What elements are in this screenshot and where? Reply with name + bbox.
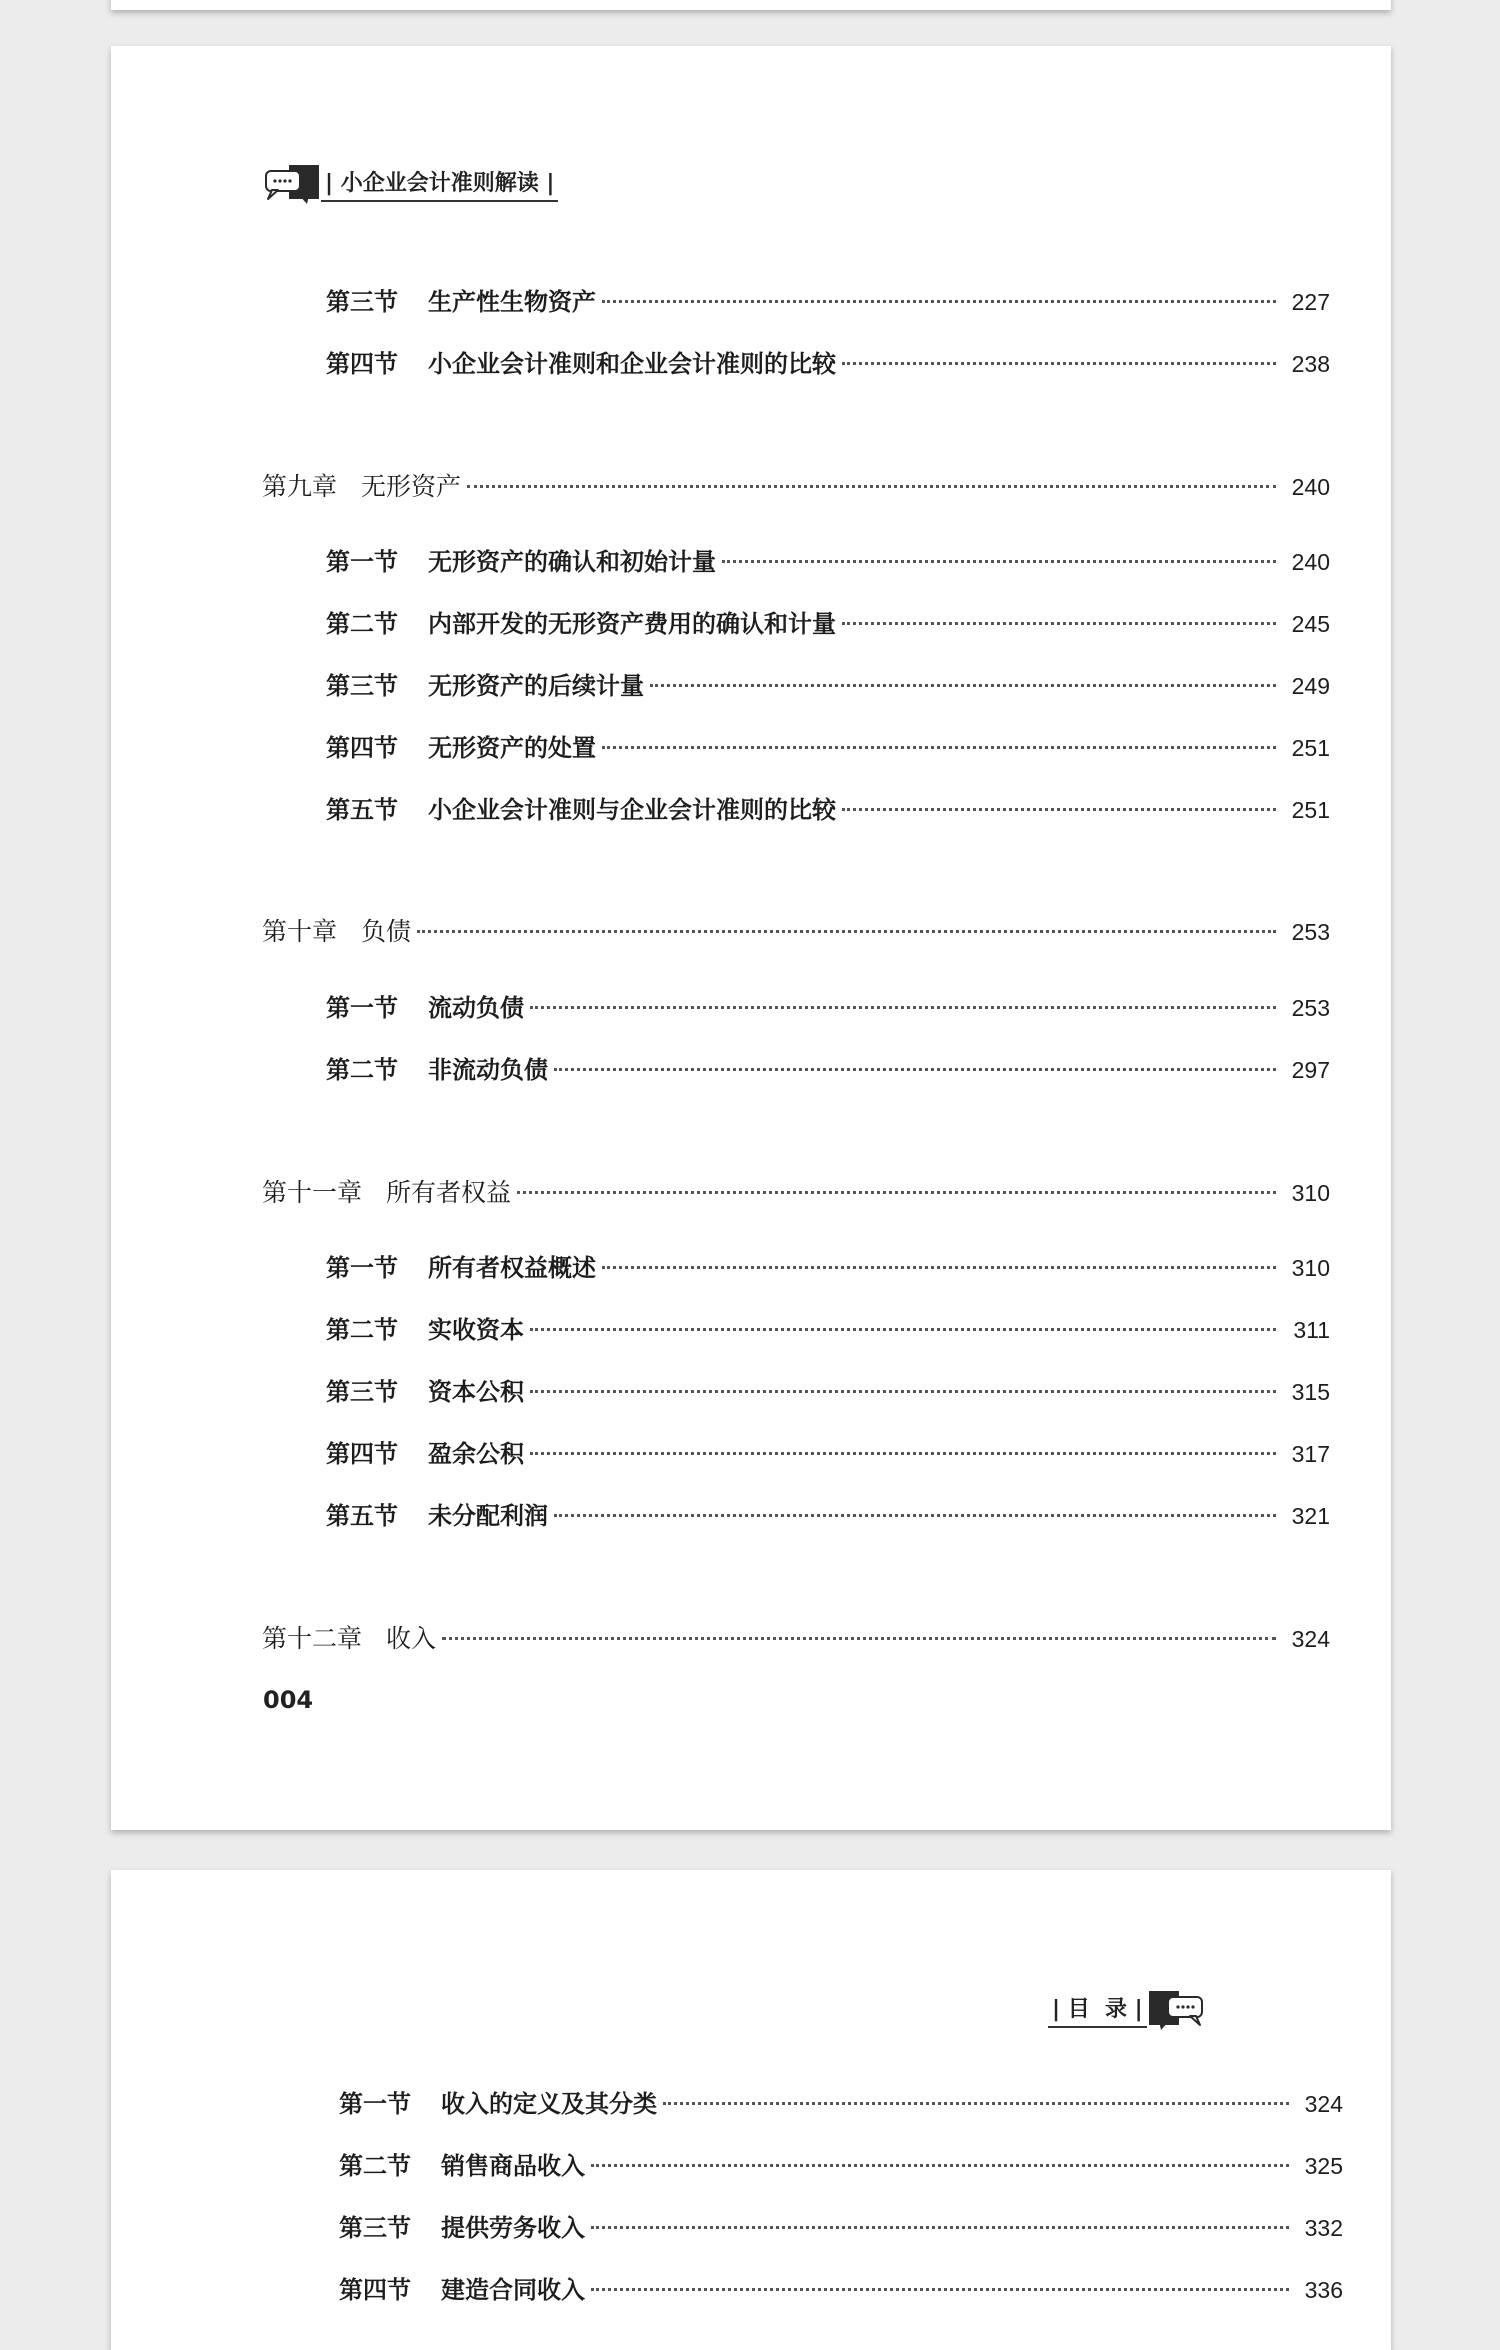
toc-page-004 [111, 46, 1391, 1830]
toc-section-row [339, 2146, 1343, 2186]
section-number: 第三节 [339, 2213, 411, 2242]
page-reference: 251 [1291, 735, 1330, 761]
section-title: 内部开发的无形资产费用的确认和计量 [428, 609, 836, 638]
section-title: 提供劳务收入 [441, 2213, 585, 2242]
section-number: 第一节 [326, 1253, 398, 1282]
page-reference: 317 [1291, 1441, 1330, 1467]
running-header-title: | 目 录 | [1048, 1992, 1147, 2028]
page-reference: 249 [1291, 673, 1330, 699]
section-number: 第三节 [326, 287, 398, 316]
page-reference: 332 [1304, 2215, 1343, 2241]
toc-section-row [339, 2208, 1343, 2248]
dot-leader [591, 2226, 1289, 2229]
page-reference: 325 [1304, 2153, 1343, 2179]
toc-section-row [339, 2270, 1343, 2310]
chapter-title: 负债 [361, 917, 412, 946]
page-reference: 240 [1291, 549, 1330, 575]
toc-section-row [339, 2084, 1343, 2124]
section-title: 小企业会计准则与企业会计准则的比较 [428, 795, 836, 824]
section-number: 第四节 [326, 1439, 398, 1468]
toc-section-row [326, 282, 1330, 322]
dot-leader [417, 930, 1276, 933]
section-title: 无形资产的确认和初始计量 [428, 547, 716, 576]
page-reference: 324 [1304, 2091, 1343, 2117]
section-title: 小企业会计准则和企业会计准则的比较 [428, 349, 836, 378]
section-title: 生产性生物资产 [428, 287, 596, 316]
page-reference: 324 [1291, 1626, 1330, 1652]
speech-bubble-icon [1147, 1989, 1205, 2031]
toc-page-next [111, 1870, 1391, 2350]
page-reference: 245 [1291, 611, 1330, 637]
dot-leader [591, 2288, 1289, 2291]
dot-leader [530, 1328, 1276, 1331]
page-reference: 253 [1291, 919, 1330, 945]
page-reference: 240 [1291, 474, 1330, 500]
toc-section-row [326, 604, 1330, 644]
section-number: 第一节 [339, 2089, 411, 2118]
section-title: 销售商品收入 [441, 2151, 585, 2180]
toc-chapter-row [262, 1173, 1330, 1213]
section-title: 盈余公积 [428, 1439, 524, 1468]
section-number: 第三节 [326, 1377, 398, 1406]
dot-leader [467, 485, 1276, 488]
previous-page-edge [111, 0, 1391, 10]
toc-section-row [326, 542, 1330, 582]
toc-section-row [326, 1248, 1330, 1288]
dot-leader [554, 1514, 1276, 1517]
chapter-number: 第十一章 [262, 1178, 363, 1207]
section-title: 无形资产的后续计量 [428, 671, 644, 700]
section-number: 第四节 [326, 733, 398, 762]
dot-leader [842, 362, 1276, 365]
dot-leader [842, 808, 1276, 811]
section-title: 实收资本 [428, 1315, 524, 1344]
chapter-title: 无形资产 [361, 472, 462, 501]
page-reference: 227 [1291, 289, 1330, 315]
toc-chapter-row [262, 1619, 1330, 1659]
dot-leader [442, 1637, 1276, 1640]
toc-section-row [326, 1050, 1330, 1090]
toc-section-row [326, 1496, 1330, 1536]
dot-leader [554, 1068, 1276, 1071]
dot-leader [663, 2102, 1289, 2105]
toc-section-row [326, 1310, 1330, 1350]
page-reference: 297 [1291, 1057, 1330, 1083]
page-reference: 315 [1291, 1379, 1330, 1405]
page-reference: 336 [1304, 2277, 1343, 2303]
section-number: 第二节 [339, 2151, 411, 2180]
toc-section-row [326, 666, 1330, 706]
section-number: 第一节 [326, 547, 398, 576]
section-number: 第二节 [326, 1315, 398, 1344]
toc-chapter-row [262, 467, 1330, 507]
page-reference: 310 [1291, 1180, 1330, 1206]
section-title: 收入的定义及其分类 [441, 2089, 657, 2118]
dot-leader [842, 622, 1276, 625]
section-title: 未分配利润 [428, 1501, 548, 1530]
chapter-title: 收入 [386, 1624, 437, 1653]
running-header [1048, 1989, 1205, 2031]
section-number: 第四节 [326, 349, 398, 378]
running-header-title: | 小企业会计准则解读 | [321, 166, 558, 202]
page-reference: 251 [1291, 797, 1330, 823]
toc-section-row [326, 1372, 1330, 1412]
chapter-number: 第十章 [262, 917, 338, 946]
section-title: 资本公积 [428, 1377, 524, 1406]
section-title: 所有者权益概述 [428, 1253, 596, 1282]
dot-leader [602, 300, 1276, 303]
toc-section-row [326, 344, 1330, 384]
dot-leader [517, 1191, 1276, 1194]
page-number: 004 [263, 1686, 314, 1714]
section-title: 流动负债 [428, 993, 524, 1022]
dot-leader [530, 1452, 1276, 1455]
dot-leader [591, 2164, 1289, 2167]
toc-section-row [326, 988, 1330, 1028]
dot-leader [602, 746, 1276, 749]
section-number: 第四节 [339, 2275, 411, 2304]
dot-leader [602, 1266, 1276, 1269]
toc-chapter-row [262, 912, 1330, 952]
toc-section-row [326, 728, 1330, 768]
section-title: 建造合同收入 [441, 2275, 585, 2304]
dot-leader [650, 684, 1276, 687]
chapter-number: 第九章 [262, 472, 338, 501]
section-title: 无形资产的处置 [428, 733, 596, 762]
speech-bubble-icon [263, 163, 321, 205]
section-title: 非流动负债 [428, 1055, 548, 1084]
running-header [263, 163, 558, 205]
section-number: 第三节 [326, 671, 398, 700]
page-reference: 311 [1293, 1317, 1330, 1343]
page-reference: 310 [1291, 1255, 1330, 1281]
dot-leader [530, 1390, 1276, 1393]
section-number: 第二节 [326, 1055, 398, 1084]
page-reference: 238 [1291, 351, 1330, 377]
section-number: 第一节 [326, 993, 398, 1022]
chapter-number: 第十二章 [262, 1624, 363, 1653]
toc-section-row [326, 790, 1330, 830]
dot-leader [722, 560, 1276, 563]
page-reference: 321 [1291, 1503, 1330, 1529]
section-number: 第五节 [326, 795, 398, 824]
dot-leader [530, 1006, 1276, 1009]
section-number: 第二节 [326, 609, 398, 638]
toc-section-row [326, 1434, 1330, 1474]
page-reference: 253 [1291, 995, 1330, 1021]
section-number: 第五节 [326, 1501, 398, 1530]
chapter-title: 所有者权益 [386, 1178, 512, 1207]
